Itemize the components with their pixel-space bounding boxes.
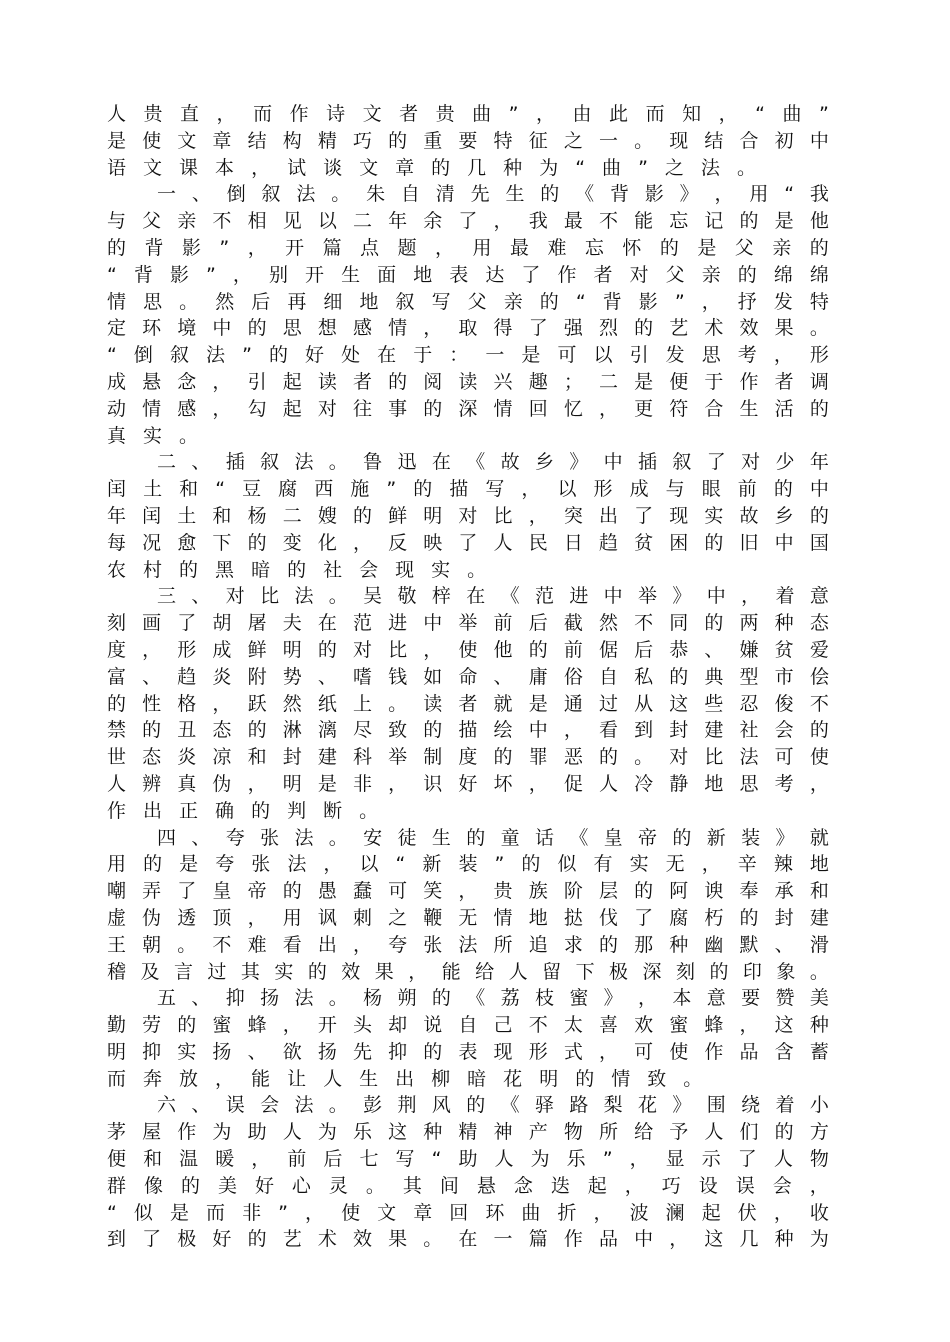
text-line: 二 、 插 叙 法 。 鲁 迅 在 《 故 乡 》 中 插 叙 了 对 少 年 — [157, 451, 829, 474]
text-line: 王 朝 。 不 难 看 出 ， 夸 张 法 所 追 求 的 那 种 幽 默 、 滑 — [107, 933, 829, 956]
text-line: 嘲 弄 了 皇 帝 的 愚 蠢 可 笑 ， 贵 族 阶 层 的 阿 谀 奉 承 和 — [107, 880, 829, 903]
text-line: 每 况 愈 下 的 变 化 ， 反 映 了 人 民 日 趋 贫 困 的 旧 中 国 — [107, 531, 829, 554]
text-line: “ 倒 叙 法 ” 的 好 处 在 于 ： 一 是 可 以 引 发 思 考 ， 形 — [107, 344, 829, 367]
text-line: 用 的 是 夸 张 法 ， 以 “ 新 装 ” 的 似 有 实 无 ， 辛 辣 地 — [107, 853, 829, 876]
text-line: 便 和 温 暖 ， 前 后 七 写 “ 助 人 为 乐 ” ， 显 示 了 人 物 — [107, 1148, 829, 1171]
text-line: 度 ， 形 成 鲜 明 的 对 比 ， 使 他 的 前 倨 后 恭 、 嫌 贫 爱 — [107, 638, 829, 661]
text-line: 闰 土 和 “ 豆 腐 西 施 ” 的 描 写 ， 以 形 成 与 眼 前 的 中 — [107, 478, 829, 501]
text-line: 的 性 格 ， 跃 然 纸 上 。 读 者 就 是 通 过 从 这 些 忍 俊 不 — [107, 692, 829, 715]
text-line: 成 悬 念 ， 引 起 读 者 的 阅 读 兴 趣 ； 二 是 便 于 作 者 调 — [107, 370, 829, 393]
text-line: 禁 的 丑 态 的 淋 漓 尽 致 的 描 绘 中 ， 看 到 封 建 社 会 的 — [107, 719, 829, 742]
text-line: 勤 劳 的 蜜 蜂 ， 开 头 却 说 自 己 不 太 喜 欢 蜜 蜂 ， 这 种 — [107, 1014, 829, 1037]
text-line: 作 出 正 确 的 判 断 。 — [107, 799, 379, 822]
text-line: 四 、 夸 张 法 。 安 徒 生 的 童 话 《 皇 帝 的 新 装 》 就 — [157, 826, 829, 849]
text-line: 农 村 的 黑 暗 的 社 会 现 实 。 — [107, 558, 487, 581]
text-line: 到 了 极 好 的 艺 术 效 果 。 在 一 篇 作 品 中 ， 这 几 种 为 — [107, 1228, 829, 1251]
text-line: 动 情 感 ， 勾 起 对 往 事 的 深 情 回 忆 ， 更 符 合 生 活 的 — [107, 397, 829, 420]
text-line: 虚 伪 透 顶 ， 用 讽 刺 之 鞭 无 情 地 挞 伐 了 腐 朽 的 封 建 — [107, 906, 829, 929]
document-body — [107, 101, 829, 1253]
paragraph-interpolation — [107, 449, 829, 583]
text-line: 而 奔 放 ， 能 让 人 生 出 柳 暗 花 明 的 情 致 。 — [107, 1067, 703, 1090]
text-line: 群 像 的 美 好 心 灵 。 其 间 悬 念 迭 起 ， 巧 设 误 会 ， — [107, 1174, 829, 1197]
text-line: 六 、 误 会 法 。 彭 荆 风 的 《 驿 路 梨 花 》 围 绕 着 小 — [157, 1094, 829, 1117]
text-line: “ 背 影 ” ， 别 开 生 面 地 表 达 了 作 者 对 父 亲 的 绵 绵 — [107, 263, 829, 286]
text-line: 语 文 课 本 ， 试 谈 文 章 的 几 种 为 “ 曲 ” 之 法 。 — [107, 156, 756, 179]
text-line: 与 父 亲 不 相 见 以 二 年 余 了 ， 我 最 不 能 忘 记 的 是 他 — [107, 210, 829, 233]
text-line: 真 实 。 — [107, 424, 199, 447]
paragraph-suppress-praise — [107, 985, 829, 1092]
text-line: 刻 画 了 胡 屠 夫 在 范 进 中 举 前 后 截 然 不 同 的 两 种 态 — [107, 612, 829, 635]
text-line: 茅 屋 作 为 助 人 为 乐 这 种 精 神 产 物 所 给 予 人 们 的 方 — [107, 1121, 829, 1144]
text-line: 世 态 炎 凉 和 封 建 科 举 制 度 的 罪 恶 的 。 对 比 法 可 使 — [107, 746, 829, 769]
paragraph-intro — [107, 101, 829, 181]
text-line: 人 贵 直 ， 而 作 诗 文 者 贵 曲 ” ， 由 此 而 知 ， “ 曲 ” — [107, 103, 829, 125]
text-line: 人 辨 真 伪 ， 明 是 非 ， 识 好 坏 ， 促 人 冷 静 地 思 考 ， — [107, 772, 829, 795]
text-line: 一 、 倒 叙 法 。 朱 自 清 先 生 的 《 背 影 》 ， 用 “ 我 — [157, 183, 829, 206]
text-line: 情 思 。 然 后 再 细 地 叙 写 父 亲 的 “ 背 影 ” ， 抒 发 特 — [107, 290, 829, 313]
text-line: 五 、 抑 扬 法 。 杨 朔 的 《 荔 枝 蜜 》 ， 本 意 要 赞 美 — [157, 987, 829, 1010]
paragraph-contrast — [107, 583, 829, 824]
text-line: 富 、 趋 炎 附 势 、 嗜 钱 如 命 、 庸 俗 自 私 的 典 型 市 侩 — [107, 665, 829, 688]
text-line: 年 闰 土 和 杨 二 嫂 的 鲜 明 对 比 ， 突 出 了 现 实 故 乡 的 — [107, 504, 829, 527]
text-line: 定 环 境 中 的 思 想 感 情 ， 取 得 了 强 烈 的 艺 术 效 果 。 — [107, 317, 829, 340]
paragraph-exaggeration — [107, 825, 829, 986]
text-line: 三 、 对 比 法 。 吴 敬 梓 在 《 范 进 中 举 》 中 ， 着 意 — [157, 585, 829, 608]
paragraph-flashback — [107, 181, 829, 449]
text-line: “ 似 是 而 非 ” ， 使 文 章 回 环 曲 折 ， 波 澜 起 伏 ， 收 — [107, 1201, 829, 1224]
text-line: 是 使 文 章 结 构 精 巧 的 重 要 特 征 之 一 。 现 结 合 初 中 — [107, 129, 829, 152]
text-line: 明 抑 实 扬 、 欲 扬 先 抑 的 表 现 形 式 ， 可 使 作 品 含 蓄 — [107, 1040, 829, 1063]
text-line: 的 背 影 ” ， 开 篇 点 题 ， 用 最 难 忘 怀 的 是 父 亲 的 — [107, 236, 829, 259]
text-line: 稽 及 言 过 其 实 的 效 果 ， 能 给 人 留 下 极 深 刻 的 印 象 。 — [107, 960, 829, 983]
paragraph-misunderstanding — [107, 1092, 829, 1253]
